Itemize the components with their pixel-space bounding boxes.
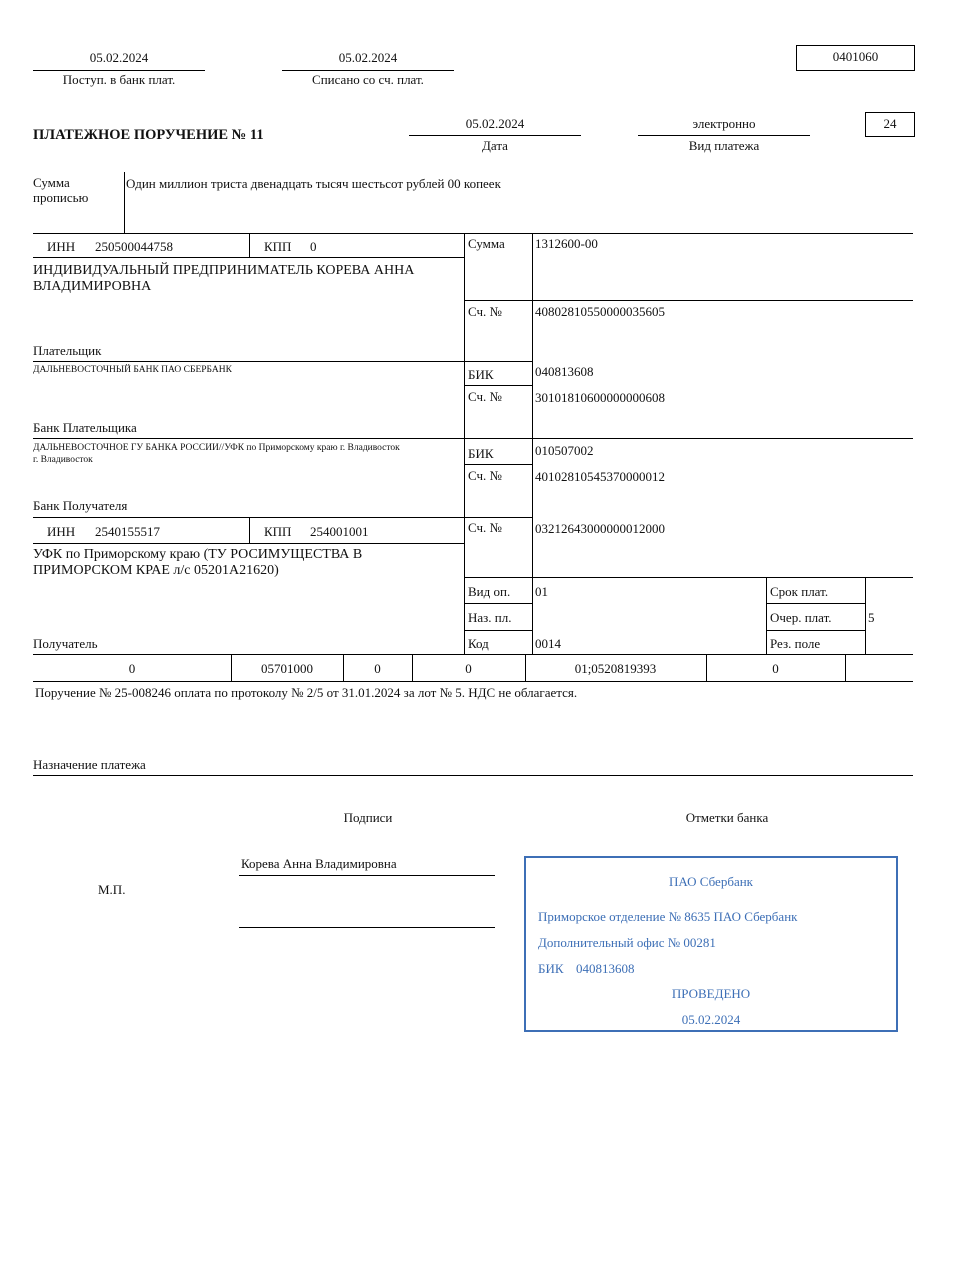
stamp-bank: ПАО Сбербанк [669,874,753,889]
debited-date: 05.02.2024 [338,50,398,65]
stamp-branch: Приморское отделение № 8635 ПАО Сбербанк [538,909,798,924]
payer-account: 40802810550000035605 [535,304,665,319]
purpose-label: Назначение платежа [33,757,146,772]
payee-account-label: Сч. № [468,520,502,535]
amount-words-label-1: Сумма [33,175,70,190]
payee-account: 03212643000000012000 [535,521,665,536]
payer-inn: 250500044758 [95,239,173,254]
payer-account-label: Сч. № [468,304,502,319]
payer-corr-account: 30101810600000000608 [535,390,665,405]
payer-bank-label: Банк Плательщика [33,420,137,435]
payee-corr-account: 40102810545370000012 [535,469,665,484]
payer-kpp: 0 [310,239,317,254]
payee-bik-label: БИК [468,446,494,461]
payee-kpp-label: КПП [264,524,292,539]
payer-bank-name: ДАЛЬНЕВОСТОЧНЫЙ БАНК ПАО СБЕРБАНК [33,365,232,375]
ocher-label: Очер. плат. [770,610,832,625]
payee-name-1: УФК по Приморскому краю (ТУ РОСИМУЩЕСТВА В [33,547,363,562]
payer-label: Плательщик [33,343,102,358]
sum-value: 1312600-00 [535,236,598,251]
payee-kpp: 254001001 [310,524,369,539]
signatures-label: Подписи [343,810,393,825]
kod-label: Код [468,636,489,651]
document-date-label: Дата [482,138,508,153]
ocher-value: 5 [868,610,875,625]
payee-inn: 2540155517 [95,524,160,539]
payee-bank-label: Банк Получателя [33,498,128,513]
payer-bik: 040813608 [535,364,594,379]
payee-bank-name-2: г. Владивосток [33,455,93,465]
payee-bik: 010507002 [535,443,594,458]
stamp-bik-label: БИК [538,961,564,976]
tax-field-2: 05701000 [261,661,313,676]
form-code: 0401060 [796,45,915,71]
payee-corr-account-label: Сч. № [468,468,502,483]
payer-inn-label: ИНН [47,239,76,254]
stamp-date: 05.02.2024 [681,1012,741,1027]
stamp-bik: 040813608 [576,961,635,976]
purpose-text: Поручение № 25-008246 оплата по протоколу № 2/5 от 31.01.2024 за лот № 5. НДС не облагается. [35,685,578,700]
sum-label: Сумма [468,236,505,251]
payer-name-2: ВЛАДИМИРОВНА [33,279,152,294]
payee-label: Получатель [33,636,98,651]
signer-name: Корева Анна Владимировна [241,856,397,871]
vid-op-label: Вид оп. [468,584,511,599]
srok-label: Срок плат. [770,584,829,599]
naz-pl-label: Наз. пл. [468,610,512,625]
amount-words-label-2: прописью [33,190,89,205]
tax-field-1: 0 [128,661,136,676]
rez-label: Рез. поле [770,636,821,651]
payer-corr-account-label: Сч. № [468,389,502,404]
payee-name-2: ПРИМОРСКОМ КРАЕ л/с 05201А21620) [33,563,279,578]
tax-field-4: 0 [465,661,472,676]
amount-words-value: Один миллион триста двенадцать тысяч шестьсот рублей 00 копеек [126,176,501,191]
stamp-office: Дополнительный офис № 00281 [538,935,716,950]
kod-value: 0014 [535,636,561,651]
status-code: 24 [865,112,915,137]
tax-field-6: 0 [772,661,779,676]
payer-name-1: ИНДИВИДУАЛЬНЫЙ ПРЕДПРИНИМАТЕЛЬ КОРЕВА АННА [33,263,415,278]
payment-type: электронно [692,116,756,131]
stamp-status: ПРОВЕДЕНО [671,986,751,1001]
document-title: ПЛАТЕЖНОЕ ПОРУЧЕНИЕ № 11 [33,127,264,143]
received-date: 05.02.2024 [89,50,149,65]
debited-label: Списано со сч. плат. [312,72,424,87]
payee-bank-name-1: ДАЛЬНЕВОСТОЧНОЕ ГУ БАНКА РОССИИ//УФК по Приморскому краю г. Владивосток [33,443,400,453]
payer-kpp-label: КПП [264,239,292,254]
payee-inn-label: ИНН [47,524,76,539]
received-label: Поступ. в банк плат. [62,72,176,87]
bank-marks-label: Отметки банка [685,810,769,825]
payment-type-label: Вид платежа [688,138,760,153]
payer-bik-label: БИК [468,367,494,382]
tax-field-5: 01;0520819393 [574,661,657,676]
mp-label: М.П. [98,882,126,897]
document-date: 05.02.2024 [465,116,525,131]
vid-op-value: 01 [535,584,548,599]
bank-stamp [524,856,898,1032]
tax-field-3: 0 [374,661,381,676]
